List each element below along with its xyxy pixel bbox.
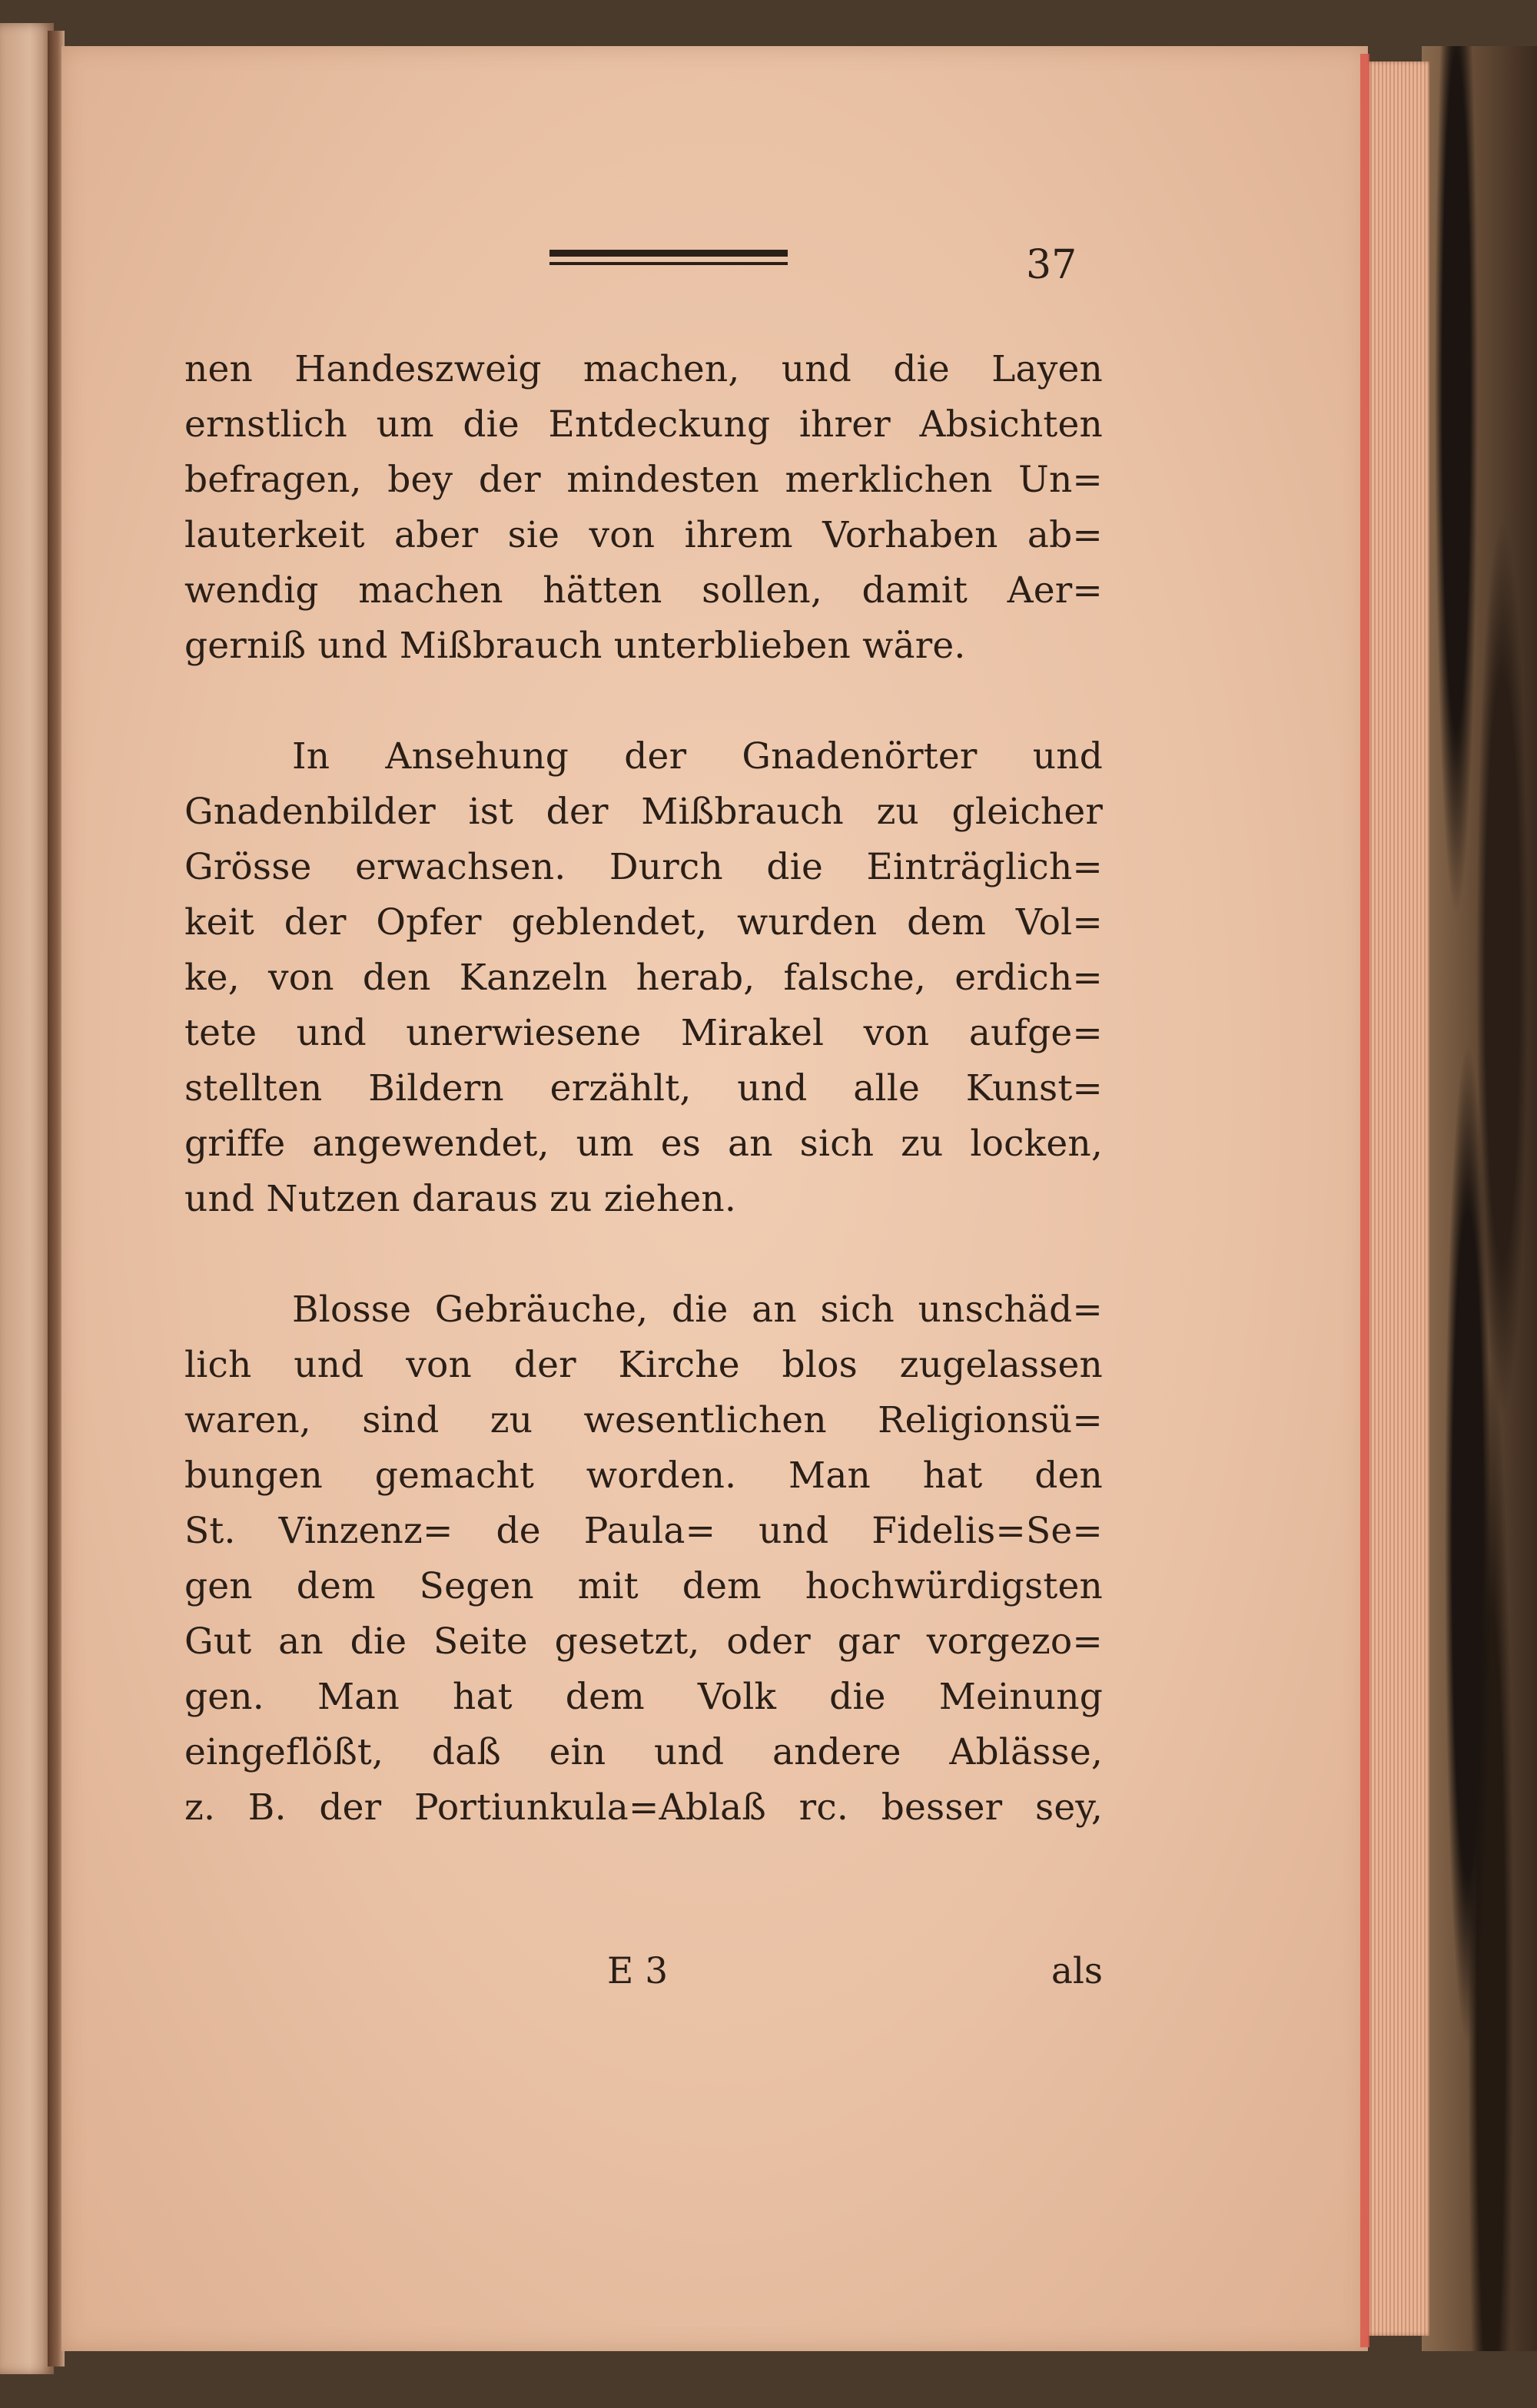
- marbled-cover-edge: [1422, 46, 1537, 2351]
- text-line: lauterkeit aber sie von ihrem Vorhaben ab=: [184, 514, 1103, 556]
- paragraph-2: [184, 729, 1103, 1227]
- paragraph-gap: [184, 674, 1103, 729]
- text-line: nen Handeszweig machen, und die Layen: [184, 348, 1103, 390]
- paragraph-1: [184, 342, 1103, 674]
- text-line: In Ansehung der Gnadenörter und: [292, 735, 1103, 778]
- catchword: als: [1051, 1950, 1103, 1992]
- text-line: Grösse erwachsen. Durch die Einträglich=: [184, 846, 1103, 888]
- text-line: ke, von den Kanzeln herab, falsche, erdich=: [184, 957, 1103, 999]
- body-text: [184, 342, 1103, 1836]
- header-rule: [549, 250, 788, 265]
- text-line: Blosse Gebräuche, die an sich unschäd=: [292, 1289, 1103, 1331]
- text-line: keit der Opfer geblendet, wurden dem Vol=: [184, 901, 1103, 944]
- text-line: Gnadenbilder ist der Mißbrauch zu gleicher: [184, 791, 1103, 833]
- text-line: St. Vinzenz= de Paula= und Fidelis=Se=: [184, 1510, 1103, 1552]
- paragraph-3: [184, 1282, 1103, 1836]
- signature-mark: E 3: [607, 1950, 669, 1992]
- text-line: tete und unerwiesene Mirakel von aufge=: [184, 1012, 1103, 1054]
- text-line: waren, sind zu wesentlichen Religionsü=: [184, 1399, 1103, 1441]
- text-line: ernstlich um die Entdeckung ihrer Absichten: [184, 403, 1103, 446]
- text-line: eingeflößt, daß ein und andere Ablässe,: [184, 1731, 1103, 1773]
- text-line: und Nutzen daraus zu ziehen.: [184, 1178, 737, 1220]
- red-page-edge: [1360, 54, 1369, 2347]
- text-line: befragen, bey der mindesten merklichen Un=: [184, 459, 1103, 501]
- text-line: lich und von der Kirche blos zugelassen: [184, 1344, 1103, 1386]
- text-line: z. B. der Portiunkula=Ablaß rc. besser sey,: [184, 1786, 1103, 1829]
- paragraph-gap: [184, 1227, 1103, 1282]
- text-line: gerniß und Mißbrauch unterblieben wäre.: [184, 625, 966, 667]
- page-number: 37: [1026, 242, 1077, 288]
- text-line: gen. Man hat dem Volk die Meinung: [184, 1676, 1103, 1718]
- page-footer: [184, 1944, 1103, 1999]
- text-line: griffe angewendet, um es an sich zu locken,: [184, 1123, 1103, 1165]
- text-line: Gut an die Seite gesetzt, oder gar vorgezo=: [184, 1620, 1103, 1663]
- text-line: wendig machen hätten sollen, damit Aer=: [184, 569, 1103, 612]
- text-line: stellten Bildern erzählt, und alle Kunst=: [184, 1067, 1103, 1109]
- text-line: bungen gemacht worden. Man hat den: [184, 1454, 1103, 1497]
- facing-page-edge: [0, 23, 54, 2374]
- text-line: gen dem Segen mit dem hochwürdigsten: [184, 1565, 1103, 1607]
- page-stack-edge: [1368, 61, 1429, 2336]
